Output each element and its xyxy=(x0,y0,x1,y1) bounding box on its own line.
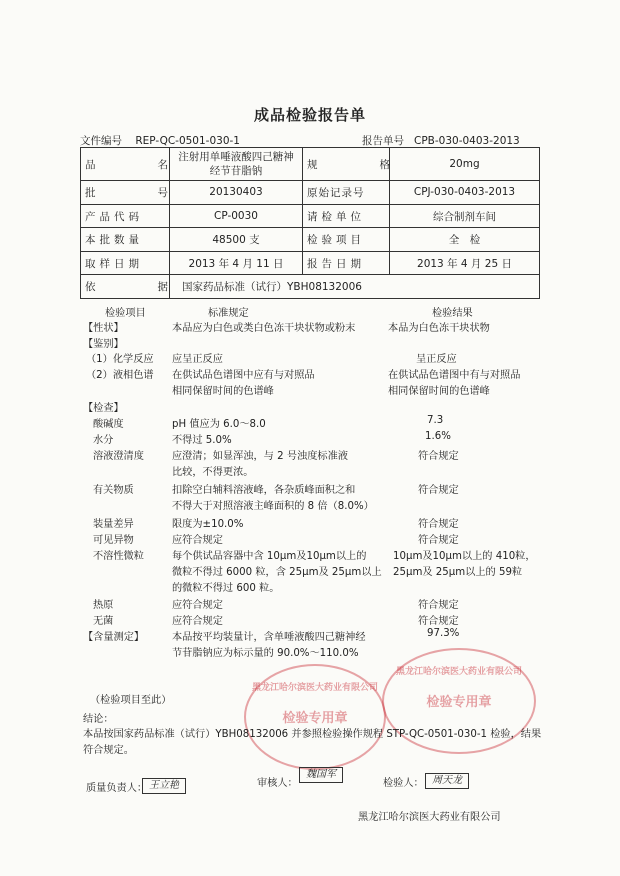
particles-result-1: 10μm及10μm以上的 410粒， xyxy=(393,551,536,562)
qa-label: 质量负责人： xyxy=(86,783,148,794)
table-row xyxy=(81,251,540,275)
reviewer-label: 审核人： xyxy=(257,778,298,789)
check-heading: 【检查】 xyxy=(83,403,124,414)
items-label: 检验项目 xyxy=(303,228,390,252)
chem-item: （1）化学反应 xyxy=(86,354,154,365)
report-number xyxy=(362,133,520,148)
acidity-standard: pH 值应为 6.0～8.0 xyxy=(172,419,266,430)
water-item: 水分 xyxy=(93,435,114,446)
related-standard-2: 不得大于对照溶液主峰面积的 8 倍（8.0%） xyxy=(172,501,374,512)
sample-date-value: 2013 年 4 月 11 日 xyxy=(170,251,303,275)
report-title: 成品检验报告单 xyxy=(253,106,366,124)
sterility-item: 无菌 xyxy=(93,616,114,627)
loading-item: 装量差异 xyxy=(93,519,134,530)
report-date-value: 2013 年 4 月 25 日 xyxy=(390,251,540,275)
water-standard: 不得过 5.0% xyxy=(172,435,232,446)
inspector-label: 检验人： xyxy=(383,778,424,789)
clarity-standard-1: 应澄清；如显浑浊，与 2 号浊度标准液 xyxy=(172,451,348,462)
pyrogen-result: 符合规定 xyxy=(418,600,459,611)
product-info-table xyxy=(80,147,540,299)
particles-result-2: 25μm及 25μm以上的 59粒 xyxy=(393,567,523,578)
table-row xyxy=(81,275,540,299)
record-value: CPJ-030-0403-2013 xyxy=(390,181,540,205)
assay-result: 97.3% xyxy=(427,628,460,639)
right-stamp-ring-text: 黑龙江哈尔滨医大药业有限公司 xyxy=(395,667,522,677)
visible-result: 符合规定 xyxy=(418,535,459,546)
related-standard-1: 扣除空白辅料溶液峰，各杂质峰面积之和 xyxy=(172,485,356,496)
water-result: 1.6% xyxy=(425,431,451,442)
left-stamp-ring-text: 黑龙江哈尔滨医大药业有限公司 xyxy=(251,683,378,693)
chem-result: 呈正反应 xyxy=(416,354,457,365)
basis-value: 国家药品标准（试行）YBH08132006 xyxy=(170,275,540,299)
col-result-header: 检验结果 xyxy=(432,308,473,319)
pyrogen-standard: 应符合规定 xyxy=(172,600,223,611)
related-result: 符合规定 xyxy=(418,485,459,496)
doc-number-label: 文件编号 xyxy=(80,135,122,147)
table-row xyxy=(81,228,540,252)
batch-value: 20130403 xyxy=(170,181,303,205)
loading-result: 符合规定 xyxy=(418,519,459,530)
qa-signature: 王立艳 xyxy=(142,778,186,794)
hplc-standard-2: 相同保留时间的色谱峰 xyxy=(172,386,274,397)
sterility-standard: 应符合规定 xyxy=(172,616,223,627)
particles-standard-3: 的微粒不得过 600 粒。 xyxy=(172,583,280,594)
hplc-result-2: 相同保留时间的色谱峰 xyxy=(388,386,490,397)
col-item-header: 检验项目 xyxy=(105,308,146,319)
batch-label: 批 号 xyxy=(81,181,170,205)
doc-number xyxy=(80,133,240,148)
left-stamp-center-text: 检验专用章 xyxy=(282,711,348,726)
traits-item: 【性状】 xyxy=(83,323,124,334)
particles-item: 不溶性微粒 xyxy=(93,551,144,562)
hplc-result-1: 在供试品色谱图中有与对照品 xyxy=(388,370,521,381)
items-value: 全 检 xyxy=(390,228,540,252)
report-number-value: CPB-030-0403-2013 xyxy=(414,135,520,147)
visible-item: 可见异物 xyxy=(93,535,134,546)
spec-value: 20mg xyxy=(390,148,540,181)
traits-standard: 本品应为白色或类白色冻干块状物或粉末 xyxy=(172,323,356,334)
report-number-label: 报告单号 xyxy=(362,135,404,147)
traits-result: 本品为白色冻干块状物 xyxy=(388,323,490,334)
product-label: 品 名 xyxy=(81,148,170,181)
table-row xyxy=(81,181,540,205)
dept-value: 综合制剂车间 xyxy=(390,204,540,228)
sample-date-label: 取样日期 xyxy=(81,251,170,275)
spec-label: 规 格 xyxy=(303,148,390,181)
code-value: CP-0030 xyxy=(170,204,303,228)
record-label: 原始记录号 xyxy=(303,181,390,205)
acidity-item: 酸碱度 xyxy=(93,419,124,430)
col-standard-header: 标准规定 xyxy=(208,308,249,319)
basis-label: 依 据 xyxy=(81,275,170,299)
doc-number-value: REP-QC-0501-030-1 xyxy=(135,135,240,147)
table-row xyxy=(81,204,540,228)
hplc-item: （2）液相色谱 xyxy=(86,370,154,381)
assay-standard-2: 节苷脂钠应为标示量的 90.0%～110.0% xyxy=(172,648,359,659)
hplc-standard-1: 在供试品色谱图中应有与对照品 xyxy=(172,370,315,381)
conclusion-label: 结论： xyxy=(83,714,114,725)
code-label: 产品代码 xyxy=(81,204,170,228)
right-stamp-center-text: 检验专用章 xyxy=(426,695,492,710)
report-date-label: 报告日期 xyxy=(303,251,390,275)
acidity-result: 7.3 xyxy=(427,415,444,426)
company-name: 黑龙江哈尔滨医大药业有限公司 xyxy=(358,812,501,823)
sterility-result: 符合规定 xyxy=(418,616,459,627)
clarity-item: 溶液澄清度 xyxy=(93,451,144,462)
loading-standard: 限度为±10.0% xyxy=(172,519,244,530)
assay-item: 【含量测定】 xyxy=(83,632,145,643)
visible-standard: 应符合规定 xyxy=(172,535,223,546)
conclusion-text: 本品按国家药品标准（试行）YBH08132006 并参照检验操作规程 STP-QC-0501-030-1 检验，结果符合规定。 xyxy=(83,729,542,756)
qty-value: 48500 支 xyxy=(170,228,303,252)
chem-standard: 应呈正反应 xyxy=(172,354,223,365)
particles-standard-1: 每个供试品容器中含 10μm及10μm以上的 xyxy=(172,551,367,562)
inspector-signature: 周天龙 xyxy=(425,773,469,789)
ident-heading: 【鉴别】 xyxy=(83,339,124,350)
product-name: 注射用单唾液酸四己糖神 经节苷脂钠 xyxy=(170,148,303,181)
particles-standard-2: 微粒不得过 6000 粒，含 25μm及 25μm以上 xyxy=(172,567,382,578)
related-item: 有关物质 xyxy=(93,485,134,496)
pyrogen-item: 热原 xyxy=(93,600,114,611)
assay-standard-1: 本品按平均装量计，含单唾液酸四己糖神经 xyxy=(172,632,366,643)
clarity-standard-2: 比较，不得更浓。 xyxy=(172,467,254,478)
qty-label: 本批数量 xyxy=(81,228,170,252)
table-row xyxy=(81,148,540,181)
end-note: （检验项目至此） xyxy=(90,695,172,706)
clarity-result: 符合规定 xyxy=(418,451,459,462)
dept-label: 请检单位 xyxy=(303,204,390,228)
reviewer-signature: 魏国军 xyxy=(299,767,343,783)
